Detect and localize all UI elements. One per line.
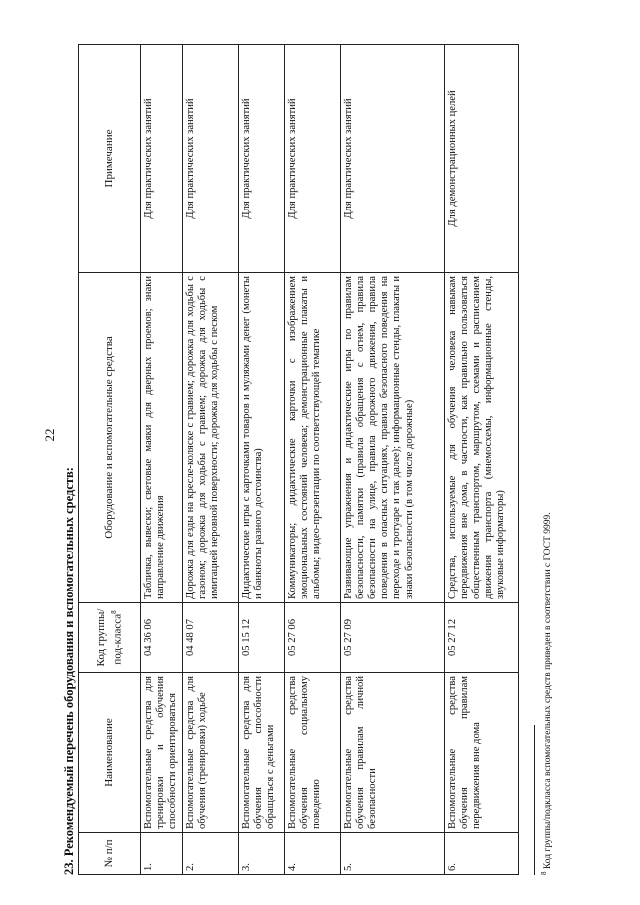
row-note: Для практических занятий: [141, 45, 183, 273]
row-name: Вспомогательные средства для обучения способности обращаться с деньгами: [238, 673, 284, 833]
table-row: [284, 45, 340, 875]
row-code: 05 27 06: [284, 603, 340, 673]
row-name: Вспомогательные средства обучения правилам личной безопасности: [340, 673, 444, 833]
row-note: Для практических занятий: [182, 45, 238, 273]
row-name: Вспомогательные средства обучения социальному поведению: [284, 673, 340, 833]
table-row: [444, 45, 518, 875]
row-num: 1.: [141, 833, 183, 875]
table-row: [238, 45, 284, 875]
header-note: Примечание: [79, 45, 141, 273]
table-row: [141, 45, 183, 875]
row-code: 04 48 07: [182, 603, 238, 673]
table-header-row: [79, 45, 141, 875]
row-num: 5.: [340, 833, 444, 875]
row-name: Вспомогательные средства для тренировки и обучения способности ориентироваться: [141, 673, 183, 833]
row-equipment: Табличка, вывески; световые маяки для дверных проемов; знаки направление движения: [141, 273, 183, 603]
section-heading: 23. Рекомендуемый перечень оборудования и вспомогательных средств:: [62, 467, 76, 875]
row-equipment: Развивающие упражнения и дидактические игры по правилам безопасности, памятки (правила обращения с огнем, правила безопасности на улице, правила дорожного движения, правила поведения в опасных ситуациях, правила безопасного поведения на переходе и тротуаре и так далее); информационные стенды, плакаты и знаки безопасности (в том числе дорожные): [340, 273, 444, 603]
table-row: [182, 45, 238, 875]
footnote: [540, 512, 553, 875]
header-name: Наименование: [79, 673, 141, 833]
footnote-text: Код группы/подкласса вспомогательных средств приведен в соответствии с ГОСТ 9999.: [543, 512, 554, 870]
footnote-ref: 8: [109, 610, 118, 614]
header-code: [79, 603, 141, 673]
row-note: Для практических занятий: [340, 45, 444, 273]
row-num: 6.: [444, 833, 518, 875]
row-name: Вспомогательные средства обучения правилам передвижения вне дома: [444, 673, 518, 833]
row-note: Для практических занятий: [284, 45, 340, 273]
equipment-table: [78, 44, 519, 875]
row-note: Для демонстрационных целей: [444, 45, 518, 273]
row-equipment: Дорожка для езды на кресле-коляске с гравием; дорожка для ходьбы с газоном; дорожка для ходьбы с гравием; дорожка для ходьбы с имитацией неровной поверхности; дорожка для ходьбы с песком: [182, 273, 238, 603]
rotated-page-content: [62, 35, 577, 875]
row-equipment: Средства, используемые для обучения человека навыкам передвижения вне дома, в частности, как правильно пользоваться общественным транспортом, маршрутом, схемами и расписанием движения транспорта (мнемосхемы, информационные стенды, звуковые информаторы): [444, 273, 518, 603]
row-note: Для практических занятий: [238, 45, 284, 273]
header-equipment: Оборудование и вспомогательные средства: [79, 273, 141, 603]
row-equipment: Коммуникаторы; дидактические карточки с изображением эмоциональных состояний человека; демонстрационные плакаты и альбомы; видео-презентации по соответствующей тематике: [284, 273, 340, 603]
row-equipment: Дидактические игры с карточками товаров и муляжами денег (монеты и банкноты разного достоинства): [238, 273, 284, 603]
row-code: 05 15 12: [238, 603, 284, 673]
header-code-text: Код группы/под-класса: [95, 608, 124, 667]
row-num: 4.: [284, 833, 340, 875]
table-row: [340, 45, 444, 875]
row-num: 3.: [238, 833, 284, 875]
row-num: 2.: [182, 833, 238, 875]
row-code: 04 36 06: [141, 603, 183, 673]
footnote-mark: 8: [540, 871, 548, 875]
header-num: № п/п: [79, 833, 141, 875]
footnote-divider: [534, 725, 535, 875]
row-code: 05 27 09: [340, 603, 444, 673]
row-name: Вспомогательные средства для обучения (тренировки) ходьбе: [182, 673, 238, 833]
page-number: 22: [42, 428, 57, 442]
row-code: 05 27 12: [444, 603, 518, 673]
